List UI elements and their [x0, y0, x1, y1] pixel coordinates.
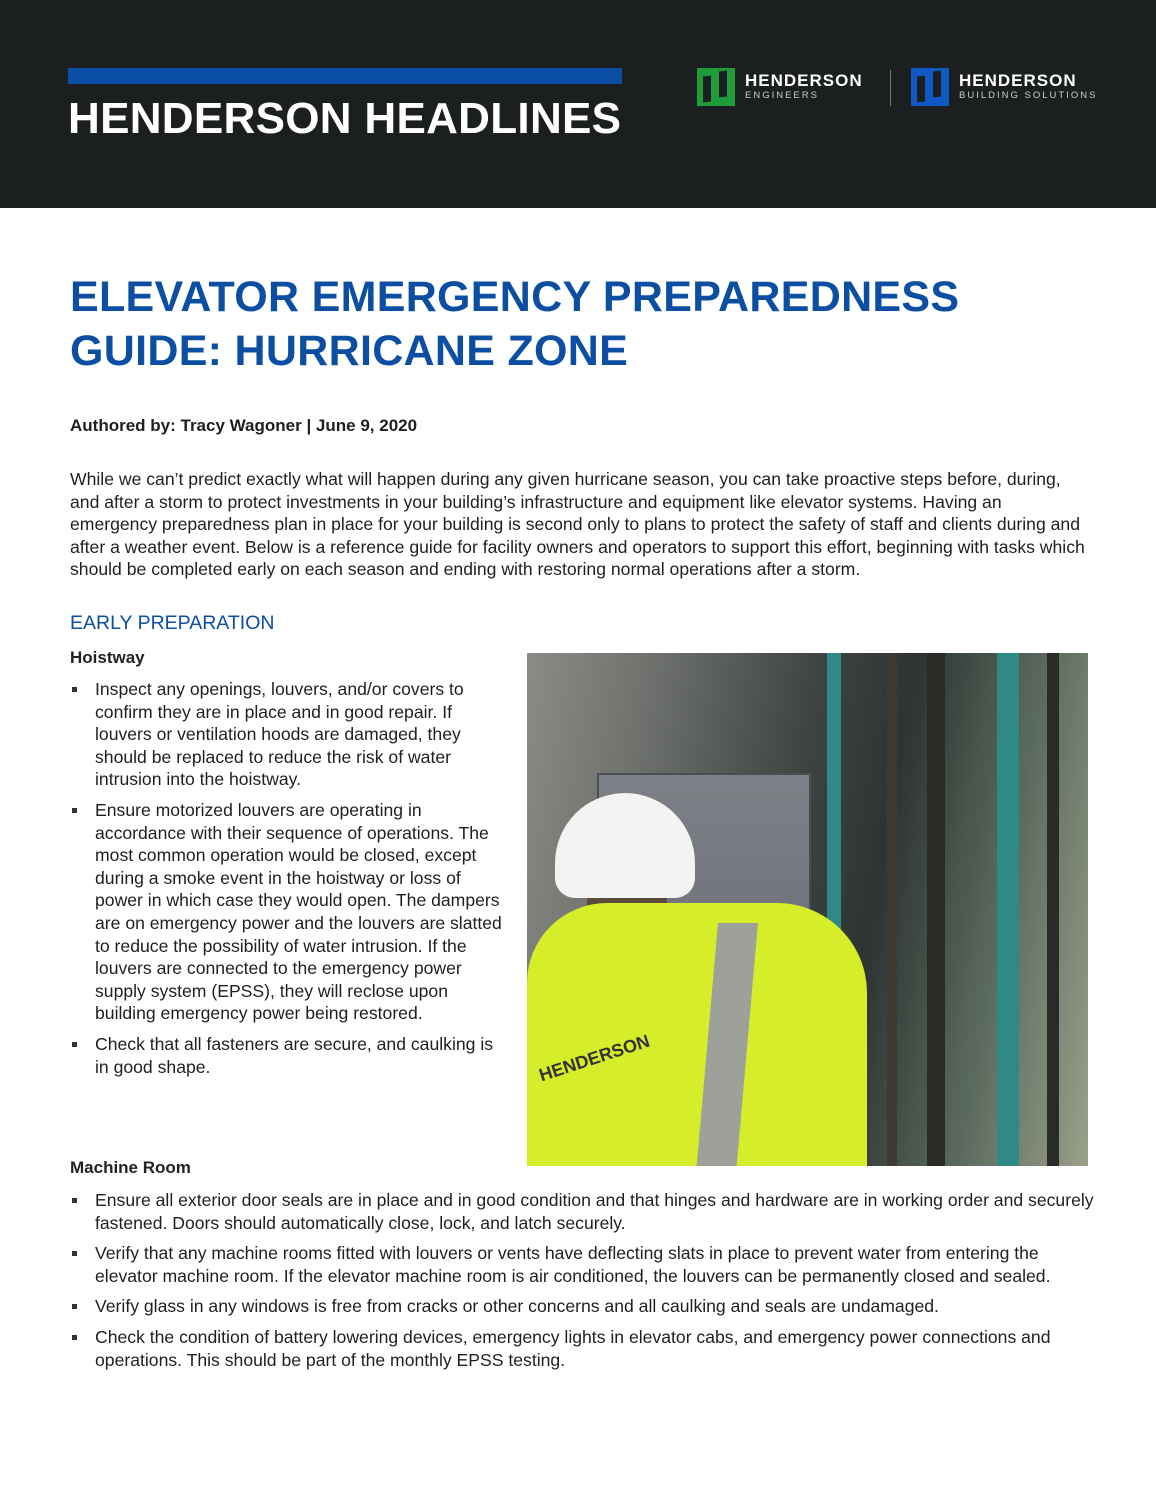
section-heading: EARLY PREPARATION	[70, 612, 275, 634]
intro-paragraph: While we can’t predict exactly what will happen during any given hurricane season, you can take proactive steps before, during, and after a storm to protect investments in your building’s infrastructure and equipment like elevator systems. Having an emergency preparedness plan in place for your building is second only to plans to protect the safety of staff and clients during and after a weather event. Below is a reference guide for facility owners and operators to support this effort, beginning with tasks which should be completed early on each season and ending with restoring normal operations after a storm.	[70, 469, 1085, 580]
list-item: Verify that any machine rooms fitted with louvers or vents have deflecting slats in place to prevent water from entering the elevator machine room. If the elevator machine room is air conditioned, the louvers can be permanently closed and sealed.	[70, 1242, 1095, 1287]
list-item: Check the condition of battery lowering devices, emergency lights in elevator cabs, and emergency power connections and operations. This should be part of the monthly EPSS testing.	[70, 1326, 1095, 1371]
rail	[997, 653, 1019, 1166]
rail	[927, 653, 945, 1166]
list-item: Ensure all exterior door seals are in place and in good condition and that hinges and hardware are in working order and securely fastened. Doors should automatically close, lock, and latch securely.	[70, 1189, 1095, 1234]
vest-logo-text: HENDERSON	[536, 1030, 653, 1086]
machine-room-heading: Machine Room	[70, 1158, 191, 1177]
h-logo-icon	[911, 68, 949, 106]
list-item: Inspect any openings, louvers, and/or covers to confirm they are in place and in good repair. If louvers or ventilation hoods are damaged, they should be replaced to reduce the risk of water intrusion into the hoistway.	[70, 678, 502, 791]
elevator-hoistway-photo	[527, 653, 1088, 1166]
logo-sub: ENGINEERS	[745, 90, 819, 101]
hoistway-list	[70, 678, 502, 1086]
accent-bar	[68, 68, 622, 84]
article-title: ELEVATOR EMERGENCY PREPAREDNESS GUIDE: HURRICANE ZONE	[70, 273, 960, 375]
logo-name: HENDERSON	[959, 71, 1077, 90]
masthead-banner	[0, 0, 1156, 208]
logo-sub: BUILDING SOLUTIONS	[959, 90, 1098, 101]
byline: Authored by: Tracy Wagoner | June 9, 2020	[70, 416, 418, 435]
list-item: Verify glass in any windows is free from cracks or other concerns and all caulking and seals are undamaged.	[70, 1295, 1095, 1318]
rail	[1047, 653, 1059, 1166]
list-item: Ensure motorized louvers are operating in accordance with their sequence of operations. The most common operation would be closed, except during a smoke event in the hoistway or loss of power in which case they would open. The dampers are on emergency power and the louvers are slatted to reduce the possibility of water intrusion. If the louvers are connected to the emergency power supply system (EPSS), they will reclose upon building emergency power being restored.	[70, 799, 502, 1025]
henderson-engineers-logo	[697, 68, 863, 106]
rail	[887, 653, 897, 1166]
hoistway-heading: Hoistway	[70, 648, 145, 667]
safety-vest	[527, 903, 867, 1166]
masthead-title: HENDERSON HEADLINES	[68, 94, 622, 143]
list-item: Check that all fasteners are secure, and caulking is in good shape.	[70, 1033, 502, 1078]
logo-divider	[890, 70, 891, 106]
h-logo-icon	[697, 68, 735, 106]
henderson-building-solutions-logo	[911, 68, 1097, 106]
machine-room-list	[70, 1189, 1095, 1379]
logo-name: HENDERSON	[745, 71, 863, 90]
